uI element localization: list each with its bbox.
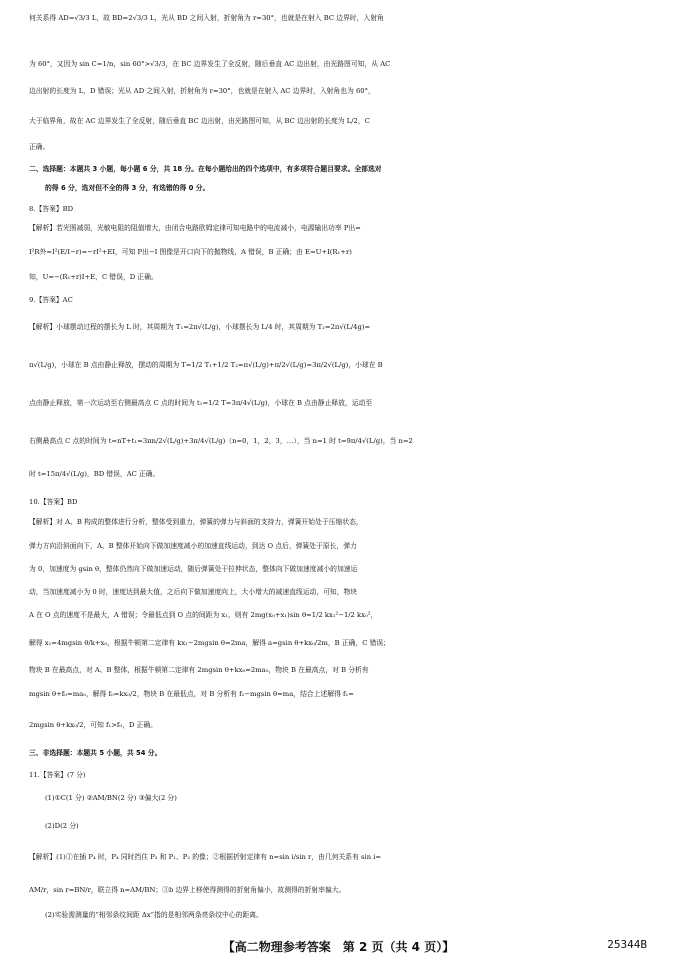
text-line: AM/r，sin r=BN/r，联立得 n=AM/BN；③b 边界上移使得测得的折射角偏小，故测得的折射率偏大。 <box>29 886 346 894</box>
text-line: 边出射的长度为 L，D 错误；光从 AD 之间入射，折射角为 r=30°，也就是在射入 AC 边界时，入射角也为 60°， <box>29 87 375 95</box>
text-line: 解得 x₁=4mgsin θ/k+x₀，根据牛顿第二定律有 kx₁−2mgsin θ=2ma，解得 a=gsin θ+kx₀/2m，B 正确，C 错误； <box>29 639 390 647</box>
answer-label: 9.【答案】AC <box>29 296 73 304</box>
text-line: I²R外=I²(E/I−r)=−rI²+EI，可知 P出−I 图像是开口向下的抛物线，A 错误，B 正确；由 E=U+I(R₁+r) <box>29 248 352 256</box>
footer-code: 25344B <box>607 938 647 951</box>
section-heading: 二、选择题：本题共 3 小题，每小题 6 分，共 18 分。在每小题给出的四个选项中，有多项符合题目要求。全部选对 <box>29 165 382 173</box>
text-line: 右侧最高点 C 点的时间为 t=nT+t₁=3πn/2√(L/g)+3π/4√(L/g)（n=0，1，2，3，…），当 n=1 时 t=9π/4√(L/g)，当 n=2 <box>29 437 413 445</box>
answer-label: 10.【答案】BD <box>29 498 78 506</box>
text-line: 何关系得 AD=√3/3 L，故 BD=2√3/3 L，光从 BD 之间入射，折射角为 r=30°，也就是在射入 BC 边界时，入射角 <box>29 14 384 22</box>
footer-title: 【高二物理参考答案 第 2 页（共 4 页）】 <box>222 940 455 954</box>
text-line: (1)①C(1 分) ②AM/BN(2 分) ③偏大(2 分) <box>45 794 177 802</box>
text-line: π√(L/g)，小球在 B 点由静止释放，摆动的周期为 T=1/2 T₁+1/2 T₂=π√(L/g)+π/2√(L/g)=3π/2√(L/g)，小球在 B <box>29 361 383 369</box>
text-line: 点由静止释放，第一次运动至右侧最高点 C 点的时间为 t₁=1/2 T=3π/4√(L/g)，小球在 B 点由静止释放，运动至 <box>29 399 373 407</box>
text-line: 【解析】(1)①在插 P₄ 时，P₄ 同时挡住 P₃ 和 P₁、P₂ 的像；②根据折射定律有 n=sin i/sin r，由几何关系有 sin i= <box>29 853 382 861</box>
text-line: 时 t=15π/4√(L/g)，BD 错误，AC 正确。 <box>29 470 160 478</box>
section-heading: 三、非选择题：本题共 5 小题，共 54 分。 <box>29 749 162 757</box>
text-line: 大于临界角，故在 AC 边界发生了全反射，随后垂直 BC 边出射，由光路图可知，从 BC 边出射的长度为 L/2，C <box>29 117 370 125</box>
text-line: (2)实验需测量的“相邻条纹间距 Δx”指的是相邻两条亮条纹中心的距离。 <box>45 911 263 919</box>
text-line: 为 0，加速度为 gsin θ，整体仍然向下做加速运动，随后弹簧处于拉伸状态，整体向下做加速度减小的加速运 <box>29 565 358 573</box>
text-line: 动，当加速度减小为 0 时，速度达到最大值，之后向下做加速度向上，大小增大的减速直线运动，可知，物块 <box>29 588 358 596</box>
text-line: 弹力方向沿斜面向下，A、B 整体开始向下做加速度减小的加速直线运动，到达 O 点后，弹簧处于原长，弹力 <box>29 542 357 550</box>
text-line: 为 60°，又因为 sin C=1/n，sin 60°>√3/3，在 BC 边界发生了全反射，随后垂直 AC 边出射，由光路图可知，从 AC <box>29 60 391 68</box>
text-line: 【解析】小球摆动过程的摆长为 L 时，其周期为 T₁=2π√(L/g)，小球摆长为 L/4 时，其周期为 T₂=2π√(L/4g)= <box>29 323 371 331</box>
text-line: 知，U=−(R₁+r)I+E，C 错误，D 正确。 <box>29 273 158 281</box>
text-line: 2mgsin θ+kx₀/2，可知 f₁>f₀，D 正确。 <box>29 721 157 729</box>
answer-label: 11.【答案】(7 分) <box>29 771 86 779</box>
text-line: 物块 B 在最高点，对 A、B 整体，根据牛顿第二定律有 2mgsin θ+kx₀=2ma₀，物块 B 在最高点，对 B 分析有 <box>29 666 369 674</box>
text-line: 正确。 <box>29 143 50 151</box>
text-line: 【解析】对 A、B 构成的整体进行分析，整体受到重力，弹簧的弹力与斜面的支持力，弹簧开始处于压缩状态， <box>29 518 363 526</box>
text-line: (2)D(2 分) <box>45 822 79 830</box>
text-line: A 在 O 点的速度不是最大，A 错误；令最低点到 O 点的间距为 x₁，则有 2mg(x₀+x₁)sin θ=1/2 kx₁²−1/2 kx₀²， <box>29 611 378 619</box>
answer-label: 8.【答案】BD <box>29 205 74 213</box>
section-heading: 的得 6 分，选对但不全的得 3 分，有选错的得 0 分。 <box>45 184 210 192</box>
text-line: mgsin θ+f₀=ma₀，解得 f₀=kx₀/2，物块 B 在最低点，对 B 分析有 f₁−mgsin θ=ma，结合上述解得 f₁= <box>29 690 354 698</box>
text-line: 【解析】若光照减弱，光敏电阻的阻值增大，由闭合电路欧姆定律可知电路中的电流减小，电源输出功率 P出= <box>29 224 361 232</box>
